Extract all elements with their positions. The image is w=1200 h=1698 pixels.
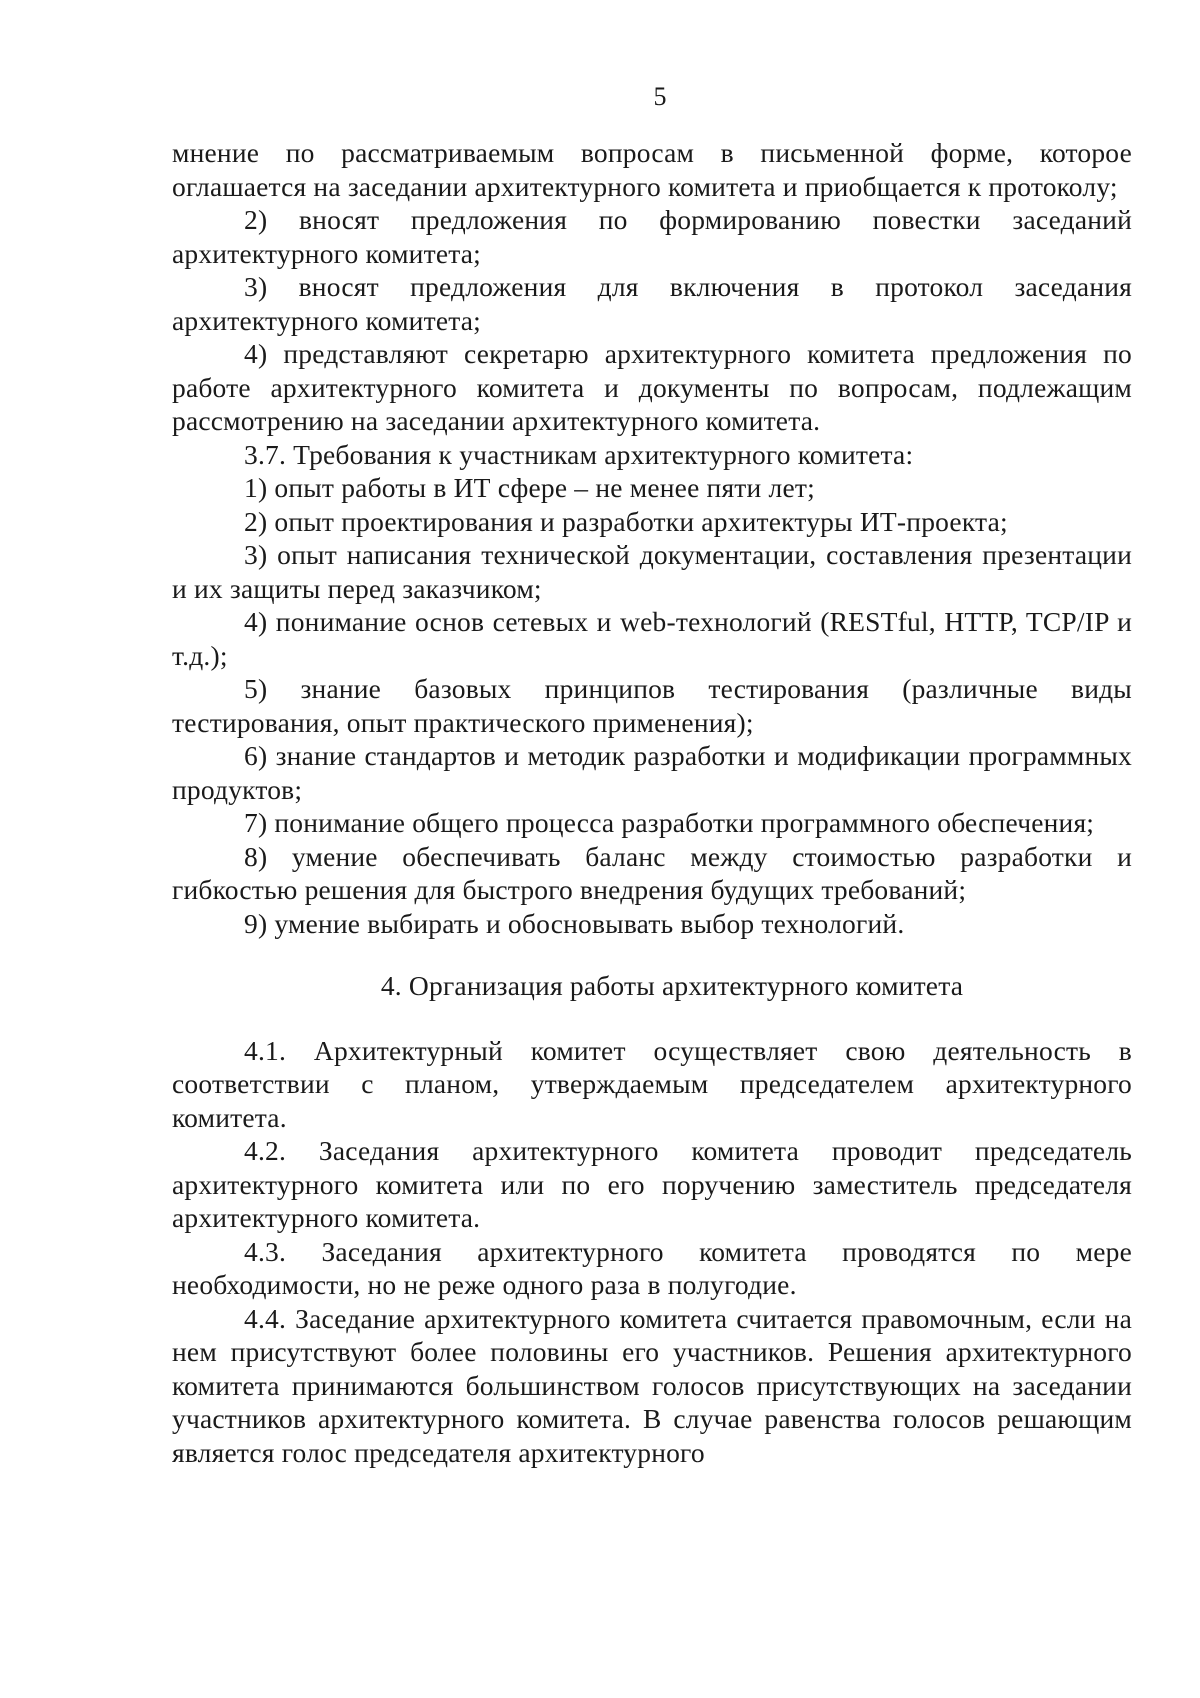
paragraph-continuation: мнение по рассматриваемым вопросам в письменной форме, которое оглашается на заседании архитектурного комитета и приобщается к протоколу; <box>172 137 1132 202</box>
requirement-5: 5) знание базовых принципов тестирования (различные виды тестирования, опыт практического применения); <box>172 673 1132 738</box>
clause-4-2: 4.2. Заседания архитектурного комитета проводит председатель архитектурного комитета или по его поручению заместитель председателя архитектурного комитета. <box>172 1135 1132 1233</box>
clause-3-7: 3.7. Требования к участникам архитектурного комитета: <box>244 438 914 470</box>
clause-4-1: 4.1. Архитектурный комитет осуществляет свою деятельность в соответствии с планом, утверждаемым председателем архитектурного комитета. <box>172 1034 1132 1133</box>
requirement-7: 7) понимание общего процесса разработки программного обеспечения; <box>244 807 1095 838</box>
requirement-6: 6) знание стандартов и методик разработки и модификации программных продуктов; <box>172 740 1132 805</box>
requirement-4: 4) понимание основ сетевых и web-технологий (RESTful, HTTP, TCP/IP и т.д.); <box>172 606 1132 671</box>
requirement-2: 2) опыт проектирования и разработки архитектуры ИТ-проекта; <box>244 505 1008 537</box>
requirement-9: 9) умение выбирать и обосновывать выбор технологий. <box>244 907 905 939</box>
requirement-1: 1) опыт работы в ИТ сфере – не менее пяти лет; <box>244 472 815 503</box>
clause-4-4: 4.4. Заседание архитектурного комитета считается правомочным, если на нем присутствуют более половины его участников. Решения архитектурного комитета принимаются большинством голосов присутствующих на заседании участников архитектурного комитета. В случае равенства голосов решающим является голос председателя архитектурного <box>172 1302 1132 1468</box>
list-item-4-secretary: 4) представляют секретарю архитектурного комитета предложения по работе архитектурного комитета и документы по вопросам, подлежащим рассмотрению на заседании архитектурного комитета. <box>172 338 1132 436</box>
page-number: 5 <box>653 82 667 111</box>
document-body <box>172 136 1132 1469</box>
clause-4-3: 4.3. Заседания архитектурного комитета проводятся по мере необходимости, но не реже одного раза в полугодие. <box>172 1235 1132 1300</box>
list-item-2-agenda: 2) вносят предложения по формированию повестки заседаний архитектурного комитета; <box>172 204 1132 269</box>
list-item-3-protocol: 3) вносят предложения для включения в протокол заседания архитектурного комитета; <box>172 271 1132 336</box>
section-heading: 4. Организация работы архитектурного комитета <box>380 970 964 1001</box>
requirement-3: 3) опыт написания технической документации, составления презентации и их защиты перед заказчиком; <box>172 539 1132 604</box>
requirement-8: 8) умение обеспечивать баланс между стоимостью разработки и гибкостью решения для быстрого внедрения будущих требований; <box>172 840 1132 905</box>
